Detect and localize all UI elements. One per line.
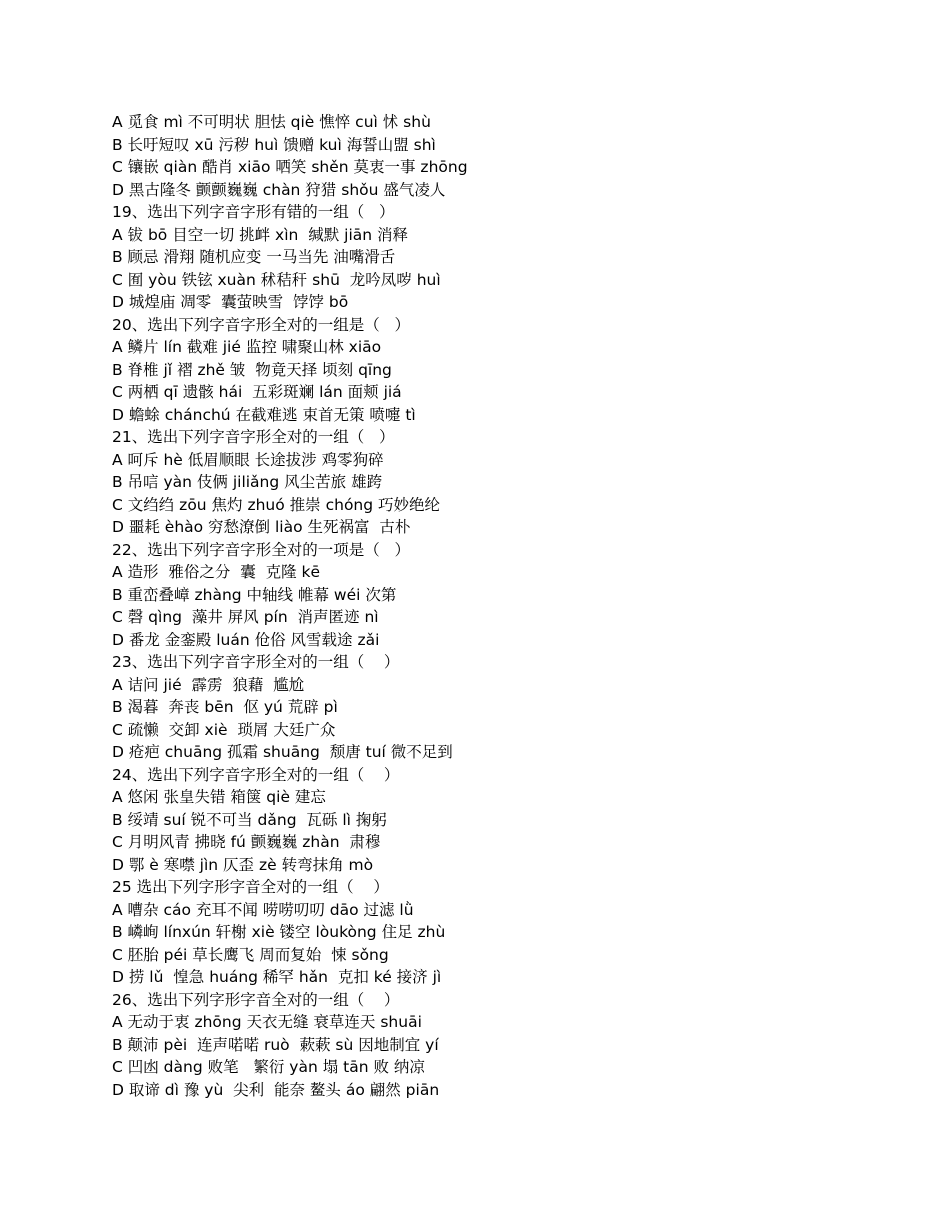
text-line: A 诘问 jié 霹雳 狼藉 尴尬 [112, 675, 305, 694]
text-line: 25 选出下列字形字音全对的一组（ ） [112, 878, 389, 896]
text-line: B 长吁短叹 xū 污秽 huì 馈赠 kuì 海誓山盟 shì [112, 135, 436, 154]
text-line: 22、选出下列字音字形全对的一项是（ ） [112, 540, 411, 559]
text-line: B 颠沛 pèi 连声喏喏 ruò 蔌蔌 sù 因地制宜 yí [112, 1035, 439, 1054]
text-line: A 造形 雅俗之分 囊 克隆 kē [112, 563, 321, 581]
text-line: C 疏懒 交卸 xiè 琐屑 大廷广众 [112, 720, 336, 739]
text-line: B 吊唁 yàn 伎俩 jiliǎng 风尘苦旅 雄跨 [112, 473, 383, 491]
text-line: 24、选出下列字音字形全对的一组（ ） [112, 765, 400, 784]
text-line: B 嶙峋 línxún 轩榭 xiè 镂空 lòukòng 住足 zhù [112, 923, 446, 941]
text-line: 26、选出下列字形字音全对的一组（ ） [112, 990, 400, 1009]
text-line: C 两栖 qī 遗骸 hái 五彩斑斓 lán 面颊 jiá [112, 383, 402, 401]
text-line: A 悠闲 张皇失错 箱箧 qiè 建忘 [112, 788, 326, 806]
text-line: D 鄂 è 寒噤 jìn 仄歪 zè 转弯抹角 mò [112, 855, 374, 874]
text-line: C 凹凼 dàng 败笔 繁衍 yàn 塌 tān 败 纳凉 [112, 1058, 425, 1076]
text-line: D 疮疤 chuāng 孤霜 shuāng 颓唐 tuí 微不足到 [112, 743, 453, 761]
text-line: C 磬 qìng 藻井 屏风 pín 消声匿迹 nì [112, 608, 379, 626]
text-line: D 番龙 金銮殿 luán 伧俗 风雪载途 zǎi [112, 630, 380, 649]
text-line: C 囿 yòu 铁铉 xuàn 秫秸秆 shū 龙吟凤哕 huì [112, 270, 441, 289]
text-line: A 觅食 mì 不可明状 胆怯 qiè 憔悴 cuì 怵 shù [112, 113, 431, 131]
text-line: 21、选出下列字音字形全对的一组（ ） [112, 428, 395, 446]
text-line: C 文绉绉 zōu 焦灼 zhuó 推崇 chóng 巧妙绝纶 [112, 495, 441, 514]
text-line: A 钹 bō 目空一切 挑衅 xìn 缄默 jiān 消释 [112, 225, 409, 244]
text-line: A 鳞片 lín 截难 jié 监控 啸聚山林 xiāo [112, 338, 382, 356]
text-line: D 噩耗 èhào 穷愁潦倒 liào 生死祸富 古朴 [112, 518, 411, 536]
text-line: 23、选出下列字音字形全对的一组（ ） [112, 653, 400, 671]
text-line: C 胚胎 péi 草长鹰飞 周而复始 悚 sǒng [112, 945, 389, 964]
text-line: B 顾忌 滑翔 随机应变 一马当先 油嘴滑舌 [112, 248, 396, 266]
text-line: D 城煌庙 凋零 囊萤映雪 饽饽 bō [112, 293, 349, 311]
text-line: D 取谛 dì 豫 yù 尖利 能奈 鳌头 áo 翩然 piān [112, 1080, 440, 1099]
text-line: C 镶嵌 qiàn 酷肖 xiāo 哂笑 shěn 莫衷一事 zhōng [112, 158, 468, 176]
text-line: A 呵斥 hè 低眉顺眼 长途拔涉 鸡零狗碎 [112, 450, 384, 469]
text-line: B 重峦叠嶂 zhàng 中轴线 帷幕 wéi 次第 [112, 585, 397, 604]
text-line: 20、选出下列字音字形全对的一组是（ ） [112, 315, 411, 334]
text-line: 19、选出下列字音字形有错的一组（ ） [112, 203, 395, 221]
text-line: D 捞 lǔ 惶急 huáng 稀罕 hǎn 克扣 ké 接济 jì [112, 968, 442, 986]
text-line: B 脊椎 jǐ 褶 zhě 皱 物竟天择 顷刻 qīng [112, 360, 392, 379]
text-line: D 黑古隆冬 颤颤巍巍 chàn 狩猎 shǒu 盛气凌人 [112, 180, 446, 199]
text-line: A 嘈杂 cáo 充耳不闻 唠唠叨叨 dāo 过滤 lǜ [112, 900, 414, 919]
text-line: B 渴暮 奔丧 bēn 伛 yú 荒辟 pì [112, 698, 338, 716]
document-body [112, 111, 912, 1101]
text-line: C 月明风青 拂晓 fú 颤巍巍 zhàn 肃穆 [112, 833, 381, 851]
text-line: A 无动于衷 zhōng 天衣无缝 衰草连天 shuāi [112, 1013, 422, 1031]
text-line: B 绥靖 suí 锐不可当 dǎng 瓦砾 lì 掬躬 [112, 810, 387, 829]
text-line: D 蟾蜍 chánchú 在截难逃 束首无策 喷嚏 tì [112, 405, 416, 424]
